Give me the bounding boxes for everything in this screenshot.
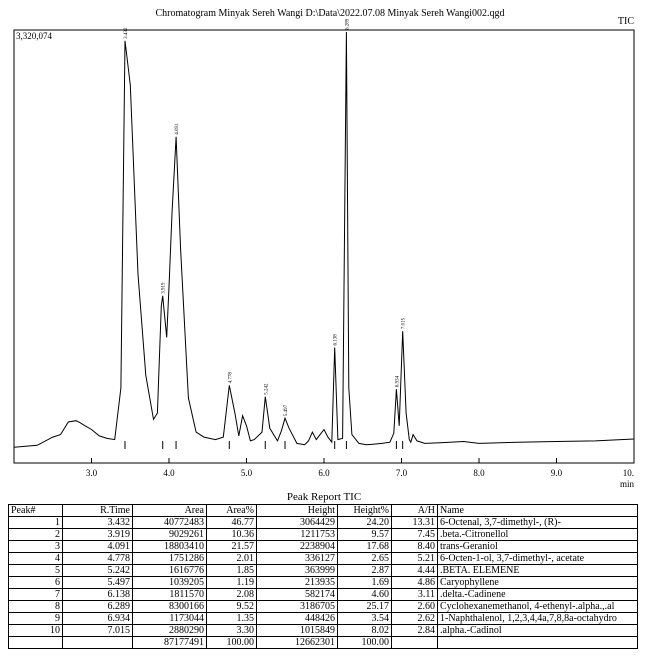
peak-label: 3.919: [161, 282, 167, 294]
table-cell: 21.57: [207, 541, 257, 553]
table-cell: 17.68: [338, 541, 392, 553]
report-column-header: Height%: [338, 505, 392, 517]
table-cell: 1616776: [133, 565, 207, 577]
report-column-header: Height: [257, 505, 338, 517]
peak-label: 5.497: [284, 404, 290, 417]
x-tick-label: 9.0: [550, 468, 563, 478]
peak-report-table: [8, 504, 638, 649]
table-cell: 100.00: [338, 637, 392, 649]
table-cell: .alpha.-Cadinol: [438, 625, 638, 637]
table-cell: 40772483: [133, 517, 207, 529]
table-cell: 1-Naphthalenol, 1,2,3,4,4a,7,8,8a-octahydro: [438, 613, 638, 625]
table-cell: Cyclohexanemethanol, 4-ethenyl-.alpha.,.al: [438, 601, 638, 613]
x-tick-label: 4.0: [163, 468, 175, 478]
table-cell: 18803410: [133, 541, 207, 553]
table-cell: 10.36: [207, 529, 257, 541]
report-title: Peak Report TIC: [286, 491, 362, 503]
report-column-header: Area%: [207, 505, 257, 517]
table-cell: 100.00: [207, 637, 257, 649]
table-cell: 6.934: [63, 613, 133, 625]
table-row: [9, 553, 638, 565]
table-cell: 4.60: [338, 589, 392, 601]
table-cell: 1.85: [207, 565, 257, 577]
peak-label: 4.091: [175, 123, 181, 135]
table-cell: 9029261: [133, 529, 207, 541]
table-cell: 24.20: [338, 517, 392, 529]
table-cell: 4.091: [63, 541, 133, 553]
table-cell: 2.01: [207, 553, 257, 565]
x-tick-label: 8.0: [473, 468, 485, 478]
peak-label: 6.289: [345, 18, 351, 30]
x-tick-label: 10.: [622, 468, 634, 478]
table-cell: 8300166: [133, 601, 207, 613]
table-cell: 8.40: [392, 541, 438, 553]
table-cell: 448426: [257, 613, 338, 625]
table-cell: 6-Octenal, 3,7-dimethyl-, (R)-: [438, 517, 638, 529]
table-cell: 336127: [257, 553, 338, 565]
table-cell: 13.31: [392, 517, 438, 529]
table-cell: 1.35: [207, 613, 257, 625]
table-cell: 7: [9, 589, 63, 601]
table-cell: 12662301: [257, 637, 338, 649]
x-axis-ticks: [86, 458, 634, 478]
table-cell: 213935: [257, 577, 338, 589]
table-cell: 6.138: [63, 589, 133, 601]
x-tick-label: 3.0: [85, 468, 98, 478]
peak-label: 5.242: [264, 383, 270, 395]
table-cell: 7.015: [63, 625, 133, 637]
table-cell: 2.65: [338, 553, 392, 565]
table-row: [9, 517, 638, 529]
table-cell: 5: [9, 565, 63, 577]
report-column-header: Area: [133, 505, 207, 517]
table-cell: 4.86: [392, 577, 438, 589]
x-tick-label: 5.0: [240, 468, 253, 478]
table-cell: 1015849: [257, 625, 338, 637]
table-cell: 1: [9, 517, 63, 529]
table-cell: Caryophyllene: [438, 577, 638, 589]
table-cell: .BETA. ELEMENE: [438, 565, 638, 577]
table-cell: 3064429: [257, 517, 338, 529]
table-row: [9, 529, 638, 541]
x-tick-label: 6.0: [318, 468, 330, 478]
table-cell: 363999: [257, 565, 338, 577]
table-cell: 2.08: [207, 589, 257, 601]
report-column-header: A/H: [392, 505, 438, 517]
table-cell: 6.289: [63, 601, 133, 613]
table-cell: 3.54: [338, 613, 392, 625]
table-row: [9, 601, 638, 613]
table-cell: 4.44: [392, 565, 438, 577]
table-row: [9, 541, 638, 553]
table-cell: 2: [9, 529, 63, 541]
table-cell: 2.62: [392, 613, 438, 625]
report-body: [9, 517, 638, 649]
peak-label: 6.138: [333, 334, 339, 346]
peak-label: 4.778: [228, 372, 234, 384]
table-cell: [392, 637, 438, 649]
table-cell: 9.52: [207, 601, 257, 613]
table-cell: 1811570: [133, 589, 207, 601]
peak-labels: [124, 18, 407, 449]
table-cell: 7.45: [392, 529, 438, 541]
table-cell: 1751286: [133, 553, 207, 565]
table-cell: [9, 637, 63, 649]
table-cell: 2.87: [338, 565, 392, 577]
table-cell: 6-Octen-1-ol, 3,7-dimethyl-, acetate: [438, 553, 638, 565]
table-cell: 3.432: [63, 517, 133, 529]
table-cell: 4: [9, 553, 63, 565]
table-cell: 3.30: [207, 625, 257, 637]
table-cell: 1173044: [133, 613, 207, 625]
peak-label: 6.934: [395, 375, 401, 388]
table-cell: 87177491: [133, 637, 207, 649]
report-header-row: [9, 505, 638, 517]
table-cell: 5.21: [392, 553, 438, 565]
table-cell: 582174: [257, 589, 338, 601]
table-cell: 3186705: [257, 601, 338, 613]
peak-label: 3.432: [123, 27, 129, 39]
table-cell: 2880290: [133, 625, 207, 637]
table-cell: 1039205: [133, 577, 207, 589]
table-row: [9, 613, 638, 625]
table-cell: .delta.-Cadinene: [438, 589, 638, 601]
peak-label: 7.015: [401, 317, 407, 330]
tic-trace: [14, 32, 634, 447]
table-cell: 4.778: [63, 553, 133, 565]
plot-frame: [14, 30, 634, 463]
y-max-label: 3,320,074: [16, 31, 52, 41]
table-cell: [438, 637, 638, 649]
table-row: [9, 625, 638, 637]
table-cell: 5.497: [63, 577, 133, 589]
table-cell: 25.17: [338, 601, 392, 613]
report-totals-row: [9, 637, 638, 649]
signal-label: TIC: [617, 16, 634, 27]
table-cell: 8: [9, 601, 63, 613]
x-axis-label: min: [619, 479, 634, 489]
table-cell: 6: [9, 577, 63, 589]
table-cell: 3.919: [63, 529, 133, 541]
table-cell: 46.77: [207, 517, 257, 529]
table-cell: 1211753: [257, 529, 338, 541]
table-cell: .beta.-Citronellol: [438, 529, 638, 541]
table-cell: 1.19: [207, 577, 257, 589]
table-cell: 2.84: [392, 625, 438, 637]
report-column-header: Name: [438, 505, 638, 517]
table-cell: 3.11: [392, 589, 438, 601]
chart-title: Chromatogram Minyak Sereh Wangi D:\Data\2022.07.08 Minyak Sereh Wangi002.qgd: [155, 8, 505, 19]
table-row: [9, 565, 638, 577]
table-cell: 8.02: [338, 625, 392, 637]
table-cell: trans-Geraniol: [438, 541, 638, 553]
table-cell: [63, 637, 133, 649]
table-cell: 2.60: [392, 601, 438, 613]
table-row: [9, 577, 638, 589]
table-cell: 2238904: [257, 541, 338, 553]
table-cell: 5.242: [63, 565, 133, 577]
table-row: [9, 589, 638, 601]
table-cell: 9: [9, 613, 63, 625]
report-column-header: Peak#: [9, 505, 63, 517]
table-cell: 3: [9, 541, 63, 553]
table-cell: 1.69: [338, 577, 392, 589]
table-cell: 10: [9, 625, 63, 637]
report-column-header: R.Time: [63, 505, 133, 517]
x-tick-label: 7.0: [395, 468, 408, 478]
table-cell: 9.57: [338, 529, 392, 541]
